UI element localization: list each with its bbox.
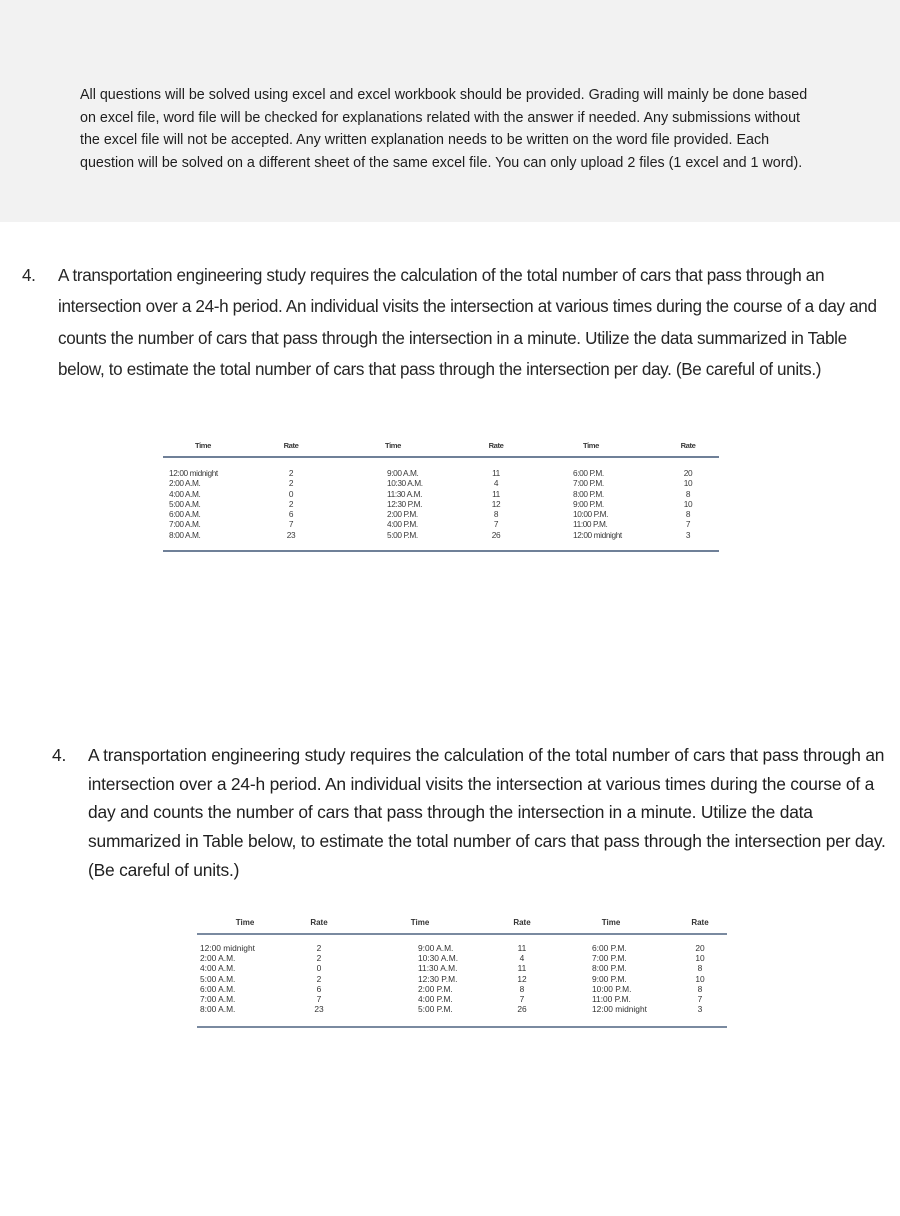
- rate-cell: 0: [316, 963, 322, 974]
- time-cell: 8:00 P.M.: [573, 488, 604, 499]
- rate-cell: 10: [683, 478, 693, 489]
- rate-cell: 26: [491, 529, 501, 540]
- time-cell: 2:00 A.M.: [169, 478, 201, 489]
- time-cell: 6:00 P.M.: [592, 943, 627, 953]
- rate-cell: 8: [519, 983, 525, 994]
- rate-cell: 7: [685, 519, 691, 530]
- rate-cell: 11: [492, 488, 500, 499]
- time-cell: 12:30 P.M.: [387, 498, 423, 509]
- time-cell: 11:00 P.M.: [592, 994, 631, 1005]
- rate-cell: 4: [493, 478, 499, 489]
- rate-cell: 12: [517, 973, 527, 984]
- time-cell: 5:00 P.M.: [387, 529, 418, 540]
- rate-cell: 3: [697, 1004, 703, 1015]
- time-cell: 9:00 P.M.: [573, 498, 604, 509]
- time-cell: 9:00 A.M.: [418, 943, 454, 953]
- time-cell: 2:00 P.M.: [418, 983, 453, 994]
- header-time: Time: [319, 435, 467, 457]
- header-rate: Rate: [673, 912, 727, 934]
- time-cell: 8:00 A.M.: [200, 1004, 236, 1015]
- time-cell: 10:00 P.M.: [573, 509, 609, 520]
- time-cell: 7:00 A.M.: [169, 519, 201, 530]
- rate-column: [673, 934, 727, 1027]
- time-cell: 11:00 P.M.: [573, 519, 608, 530]
- time-column: [345, 934, 495, 1027]
- time-cell: 5:00 P.M.: [418, 1004, 453, 1015]
- instructions-card: [0, 0, 900, 222]
- rate-cell: 0: [288, 488, 294, 499]
- rate-cell: 8: [697, 983, 703, 994]
- rate-cell: 10: [683, 498, 693, 509]
- problem-number: 4.: [22, 266, 36, 285]
- rate-cell: 8: [697, 963, 703, 974]
- time-cell: 7:00 A.M.: [200, 994, 236, 1005]
- header-rate: Rate: [657, 435, 719, 457]
- time-column: [163, 457, 263, 551]
- time-cell: 4:00 A.M.: [200, 963, 236, 974]
- time-cell: 10:30 A.M.: [418, 953, 459, 964]
- rate-cell: 11: [517, 943, 527, 953]
- rate-cell: 20: [683, 468, 693, 478]
- time-cell: 6:00 A.M.: [169, 509, 201, 520]
- time-column: [525, 457, 657, 551]
- rate-cell: 11: [517, 963, 527, 974]
- rate-cell: 20: [695, 943, 705, 953]
- rate-cell: 2: [288, 498, 294, 509]
- rate-cell: 26: [517, 1004, 527, 1015]
- rate-cell: 2: [316, 953, 322, 964]
- rate-cell: 7: [316, 994, 322, 1005]
- time-cell: 6:00 A.M.: [200, 983, 236, 994]
- rate-cell: 3: [685, 529, 691, 540]
- time-cell: 10:00 P.M.: [592, 983, 632, 994]
- rate-cell: 2: [288, 478, 294, 489]
- time-column: [197, 934, 293, 1027]
- time-column: [549, 934, 673, 1027]
- time-cell: 4:00 P.M.: [387, 519, 418, 530]
- header-rate: Rate: [293, 912, 345, 934]
- data-table-blurry: [163, 435, 719, 552]
- time-cell: 12:30 P.M.: [418, 973, 458, 984]
- header-rate: Rate: [495, 912, 549, 934]
- rate-cell: 23: [314, 1004, 324, 1015]
- problem-number: 4.: [52, 745, 67, 765]
- time-cell: 10:30 A.M.: [387, 478, 423, 489]
- header-rate: Rate: [467, 435, 525, 457]
- time-cell: 7:00 P.M.: [592, 953, 627, 964]
- time-cell: 5:00 A.M.: [169, 498, 201, 509]
- time-cell: 12:00 midnight: [169, 468, 218, 478]
- time-cell: 8:00 A.M.: [169, 529, 201, 540]
- time-cell: 12:00 midnight: [592, 1004, 647, 1015]
- rate-column: [263, 457, 319, 551]
- rate-cell: 2: [316, 973, 322, 984]
- time-cell: 12:00 midnight: [200, 943, 255, 953]
- rate-cell: 6: [288, 509, 294, 520]
- time-cell: 9:00 A.M.: [387, 468, 419, 478]
- data-table: [197, 912, 727, 1028]
- rate-cell: 10: [695, 973, 705, 984]
- rate-cell: 7: [697, 994, 703, 1005]
- rate-cell: 8: [685, 509, 691, 520]
- problem-text: A transportation engineering study requires the calculation of the total number of cars that pass through an intersection over a 24-h period. An individual visits the intersection at various times during the course of a day and counts the number of cars that pass through the intersection in a minute. Utilize the data summarized in Table below, to estimate the total number of cars that pass through the intersection per day. (Be careful of units.): [58, 266, 877, 380]
- time-column: [319, 457, 467, 551]
- header-time: Time: [197, 912, 293, 934]
- rate-cell: 23: [286, 529, 296, 540]
- rate-column: [657, 457, 719, 551]
- time-cell: 7:00 P.M.: [573, 478, 604, 489]
- rate-cell: 12: [491, 498, 501, 509]
- time-cell: 11:30 A.M.: [418, 963, 458, 974]
- time-cell: 4:00 P.M.: [418, 994, 453, 1005]
- time-cell: 4:00 A.M.: [169, 488, 201, 499]
- rate-cell: 10: [695, 953, 705, 964]
- time-cell: 11:30 A.M.: [387, 488, 423, 499]
- time-cell: 2:00 A.M.: [200, 953, 236, 964]
- header-time: Time: [525, 435, 657, 457]
- header-time: Time: [345, 912, 495, 934]
- rate-column: [495, 934, 549, 1027]
- rate-cell: 11: [492, 468, 500, 478]
- rate-cell: 6: [316, 983, 322, 994]
- rate-cell: 2: [316, 943, 322, 953]
- rate-cell: 7: [519, 994, 525, 1005]
- rate-cell: 2: [288, 468, 294, 478]
- time-cell: 8:00 P.M.: [592, 963, 627, 974]
- time-cell: 9:00 P.M.: [592, 973, 627, 984]
- time-cell: 2:00 P.M.: [387, 509, 418, 520]
- time-cell: 6:00 P.M.: [573, 468, 604, 478]
- header-time: Time: [163, 435, 263, 457]
- problem-text: A transportation engineering study requires the calculation of the total number of cars that pass through an intersection over a 24-h period. An individual visits the intersection at various times during the course of a day and counts the number of cars that pass through the intersection in a minute. Utilize the data summarized in Table below, to estimate the total number of cars that pass through the intersection per day. (Be careful of units.): [88, 745, 886, 880]
- rate-cell: 7: [493, 519, 499, 530]
- time-cell: 12:00 midnight: [573, 529, 622, 540]
- header-rate: Rate: [263, 435, 319, 457]
- rate-cell: 4: [519, 953, 525, 964]
- time-cell: 5:00 A.M.: [200, 973, 236, 984]
- rate-cell: 8: [493, 509, 499, 520]
- rate-column: [467, 457, 525, 551]
- instructions-text: All questions will be solved using excel and excel workbook should be provided. Grading will mainly be done based on excel file, word file will be checked for explanations related with the answer if needed. Any submissions without the excel file will not be accepted. Any written explanation needs to be written on the word file provided. Each question will be solved on a different sheet of the same excel file. You can only upload 2 files (1 excel and 1 word).: [80, 87, 808, 171]
- rate-column: [293, 934, 345, 1027]
- header-time: Time: [549, 912, 673, 934]
- rate-cell: 8: [685, 488, 691, 499]
- rate-cell: 7: [288, 519, 294, 530]
